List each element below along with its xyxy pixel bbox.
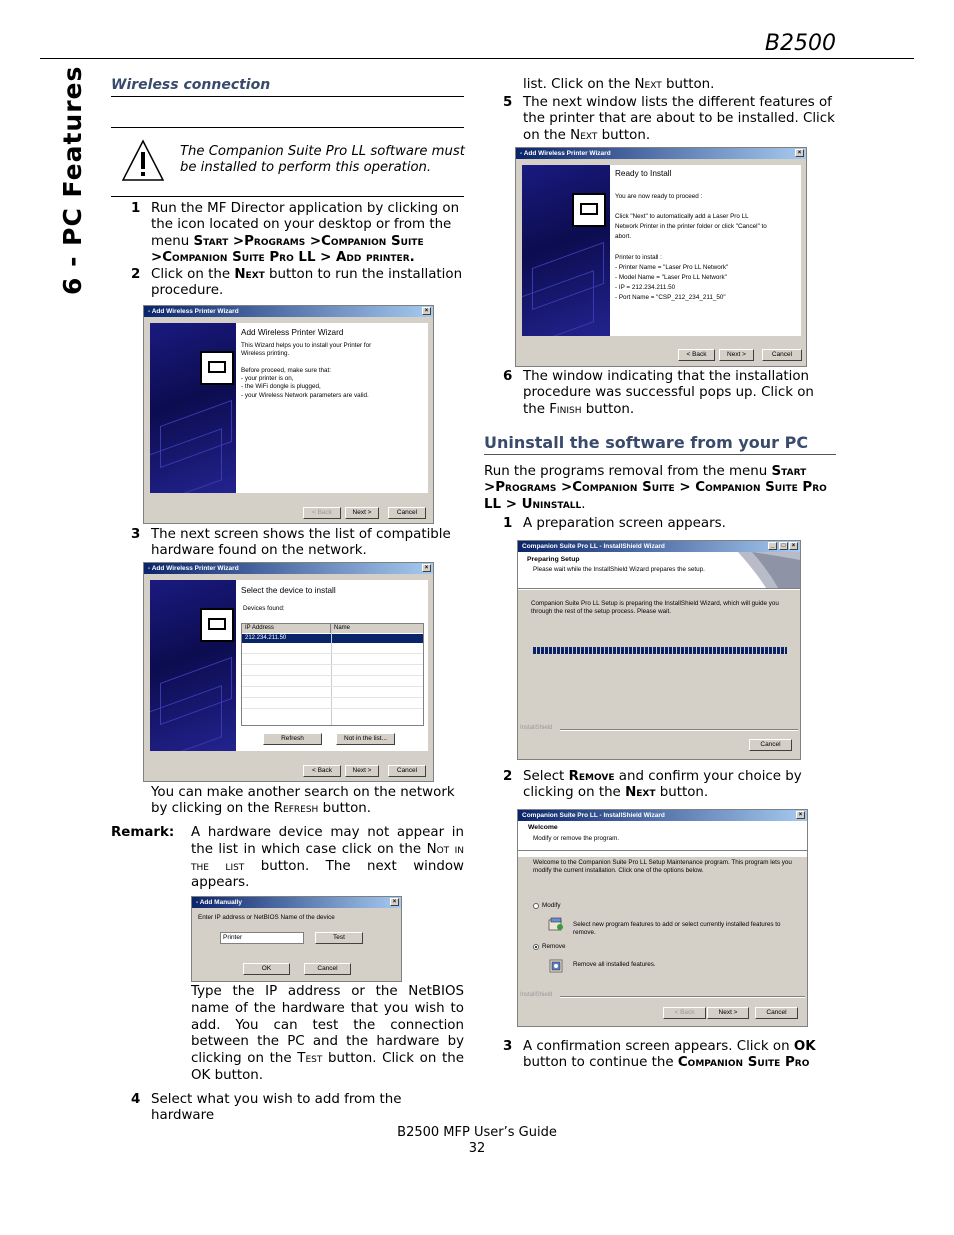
step-number: 5 xyxy=(503,95,513,110)
wizard-heading: Select the device to install xyxy=(241,586,336,595)
header-model: B2500 xyxy=(764,31,836,56)
window-titlebar: - Add Manually xyxy=(192,897,401,908)
refresh-note: You can make another search on the network by clicking on the Refresh button. xyxy=(151,785,455,817)
welcome-maintenance-window xyxy=(517,809,808,1027)
wizard-banner-image xyxy=(522,165,610,336)
ready-to-install-window xyxy=(515,147,807,367)
cancel-button[interactable]: Cancel xyxy=(755,1007,798,1019)
remove-label: Remove xyxy=(542,943,566,950)
remark-text: A hardware device may not appear in the list in which case click on the Not in the list button. The next window appears. xyxy=(191,825,464,891)
wizard-banner-image xyxy=(150,323,236,493)
progress-bar xyxy=(533,647,787,654)
caution-text: The Companion Suite Pro LL software must be installed to perform this operation. xyxy=(180,144,465,176)
next-button[interactable]: Next > xyxy=(707,1007,749,1019)
installshield-brand: InstallShield xyxy=(520,725,553,731)
wizard-banner-image xyxy=(150,580,236,751)
next-button[interactable]: Next > xyxy=(345,507,379,519)
remove-radio[interactable] xyxy=(533,944,539,950)
remove-description: Remove all installed features. xyxy=(573,961,656,968)
window-titlebar: - Add Wireless Printer Wizard xyxy=(144,563,433,574)
wizard-subheading: Please wait while the InstallShield Wizard prepares the setup. xyxy=(533,566,705,573)
step-6-text: The window indicating that the installation procedure was successful pops up. Click on the Finish button. xyxy=(523,369,814,417)
close-icon[interactable]: × xyxy=(789,542,798,550)
uninstall-step-2-text: Select Remove and confirm your choice by clicking on the Next button. xyxy=(523,769,802,801)
menu-path: Start >Programs >Companion Suite > Companion Suite Pro LL > Uninstall xyxy=(484,464,827,512)
cancel-button[interactable]: Cancel xyxy=(388,507,426,519)
wizard-heading: Add Wireless Printer Wizard xyxy=(241,328,344,337)
step-1-text: Run the MF Director application by clicking on the icon located on your desktop or from the menu Start >Programs >Companion Suite >Companion Suite Pro LL > Add printer. xyxy=(151,201,460,265)
cancel-button[interactable]: Cancel xyxy=(304,963,351,975)
step-number: 3 xyxy=(503,1039,513,1054)
back-button[interactable]: < Back xyxy=(663,1007,706,1019)
add-manually-prompt: Enter IP address or NetBIOS Name of the device xyxy=(198,914,335,921)
section-title-wireless: Wireless connection xyxy=(111,77,271,93)
footer-guide-title: B2500 MFP User’s Guide xyxy=(397,1125,557,1140)
maximize-icon[interactable]: □ xyxy=(779,542,788,550)
step-4-text: Select what you wish to add from the hardware xyxy=(151,1092,402,1124)
window-titlebar: - Add Wireless Printer Wizard xyxy=(516,148,806,159)
printer-icon xyxy=(572,193,606,227)
wizard-heading: Preparing Setup xyxy=(527,556,580,563)
wizard-body: This Wizard helps you to install your Printer for Wireless printing. Before proceed, make sure that: - your printer is on, - the WiFi dongle is plugged, - your Wireless Network parameters are valid. xyxy=(241,342,372,399)
refresh-button[interactable]: Refresh xyxy=(263,733,322,745)
step-number: 3 xyxy=(131,527,141,542)
step-3-text: The next screen shows the list of compatible hardware found on the network. xyxy=(151,527,451,559)
back-button[interactable]: < Back xyxy=(303,507,341,519)
caution-top-rule xyxy=(111,127,464,128)
device-list[interactable] xyxy=(241,623,424,726)
not-in-list-button[interactable]: Not in the list... xyxy=(336,733,395,745)
chapter-title: 6 - PC Features xyxy=(58,65,87,295)
wizard-subheading: Modify or remove the program. xyxy=(533,835,620,842)
back-button[interactable]: < Back xyxy=(303,765,341,777)
window-titlebar: Companion Suite Pro LL - InstallShield Wizard xyxy=(518,810,807,821)
add-manually-window xyxy=(191,896,402,982)
test-button[interactable]: Test xyxy=(315,932,363,944)
printer-icon xyxy=(200,351,234,385)
step-number: 4 xyxy=(131,1092,141,1107)
minimize-icon[interactable]: _ xyxy=(768,542,777,550)
type-ip-instructions: Type the IP address or the NetBIOS name of the hardware that you wish to add. You can test the connection between the PC and the hardware by clicking on the Test button. Click on the OK button. xyxy=(191,984,464,1083)
modify-program-icon xyxy=(548,917,564,931)
installshield-logo-icon xyxy=(738,552,800,588)
progress-bar-fill xyxy=(533,647,787,654)
close-icon[interactable]: × xyxy=(796,811,805,819)
wizard-heading: Ready to Install xyxy=(615,169,672,178)
next-button[interactable]: Next > xyxy=(345,765,379,777)
wizard-body: Companion Suite Pro LL Setup is preparing the InstallShield Wizard, which will guide you through the rest of the setup process. Please wait. xyxy=(531,600,779,616)
step-number: 6 xyxy=(503,369,513,384)
remark-label: Remark: xyxy=(111,825,175,840)
uninstall-step-1-text: A preparation screen appears. xyxy=(523,516,726,531)
page-number: 32 xyxy=(468,1141,486,1156)
step-4-continued: list. Click on the Next button. xyxy=(523,77,715,92)
modify-radio[interactable] xyxy=(533,903,539,909)
menu-path: Start >Programs >Companion Suite >Companion Suite Pro LL > Add printer. xyxy=(151,233,424,265)
column-header-name[interactable]: Name xyxy=(331,624,423,633)
printer-icon xyxy=(200,608,234,642)
warning-icon xyxy=(121,139,165,183)
select-device-window xyxy=(143,562,434,782)
section-rule xyxy=(484,454,836,455)
step-number: 1 xyxy=(503,516,513,531)
step-2-text: Click on the Next button to run the installation procedure. xyxy=(151,267,463,299)
back-button[interactable]: < Back xyxy=(678,349,715,361)
section-rule xyxy=(111,96,464,97)
wizard-body: Welcome to the Companion Suite Pro LL Setup Maintenance program. This program lets you modify the current installation. Click one of the options below. xyxy=(533,859,792,875)
close-icon[interactable]: × xyxy=(390,898,399,906)
modify-label: Modify xyxy=(542,902,561,909)
window-titlebar: Companion Suite Pro LL - InstallShield Wizard xyxy=(518,541,800,552)
step-number: 2 xyxy=(131,267,141,282)
step-number: 2 xyxy=(503,769,513,784)
add-wireless-wizard-window xyxy=(143,305,434,524)
close-icon[interactable]: × xyxy=(795,149,804,157)
step-number: 1 xyxy=(131,201,141,216)
ip-address-input[interactable]: Printer xyxy=(220,932,304,944)
row-ip-value: 212.234.211.50 xyxy=(245,635,287,641)
cancel-button[interactable]: Cancel xyxy=(388,765,426,777)
header-rule xyxy=(40,58,914,59)
remove-program-icon xyxy=(548,958,564,974)
uninstall-step-3-text: A confirmation screen appears. Click on OK button to continue the Companion Suite Pro xyxy=(523,1039,816,1071)
cancel-button[interactable]: Cancel xyxy=(749,739,792,751)
preparing-setup-window xyxy=(517,540,801,760)
next-button[interactable]: Next > xyxy=(719,349,754,361)
cancel-button[interactable]: Cancel xyxy=(762,349,802,361)
caution-bottom-rule xyxy=(111,196,464,197)
close-icon[interactable]: × xyxy=(422,564,431,572)
close-icon[interactable]: × xyxy=(422,307,431,315)
step-5-text: The next window lists the different features of the printer that are about to be installed. Click on the Next button. xyxy=(523,95,835,143)
section-title-uninstall: Uninstall the software from your PC xyxy=(484,433,809,452)
modify-description: Select new program features to add or select currently installed features to remove. xyxy=(573,921,781,937)
window-titlebar: - Add Wireless Printer Wizard xyxy=(144,306,433,317)
devices-found-label: Devices found: xyxy=(243,605,285,612)
wizard-heading: Welcome xyxy=(528,824,558,831)
installshield-brand: InstallShield xyxy=(520,992,553,998)
table-row[interactable] xyxy=(242,634,423,643)
uninstall-intro: Run the programs removal from the menu Start >Programs >Companion Suite > Companion Suite Pro LL > Uninstall. xyxy=(484,464,827,512)
wizard-body: You are now ready to proceed : Click "Next" to automatically add a Laser Pro LL Network Printer in the printer folder or click "Cancel" to abort. Printer to install : - Printer Name = "Laser Pro LL Network" - Model Name = "Laser Pro LL Network" - IP = 212.234.211.50 - Port Name = "CSP_212_234_211_50" xyxy=(615,193,767,301)
ok-button[interactable]: OK xyxy=(243,963,290,975)
column-header-ip[interactable]: IP Address xyxy=(242,624,331,633)
